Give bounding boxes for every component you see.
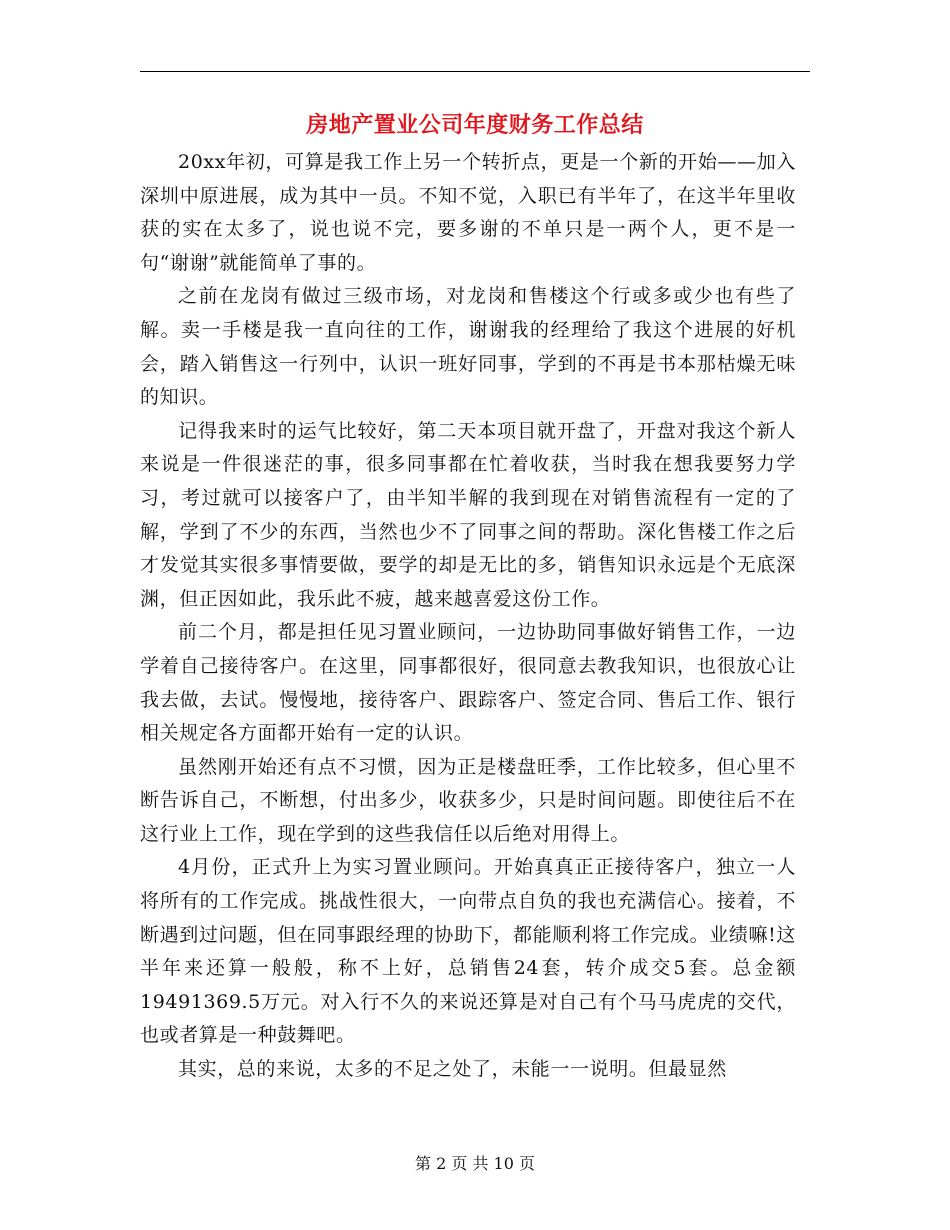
header-rule bbox=[140, 71, 810, 72]
paragraph-7: 其实，总的来说，太多的不足之处了，未能一一说明。但最显然 bbox=[178, 1058, 727, 1081]
document-title: 房地产置业公司年度财务工作总结 bbox=[306, 112, 644, 138]
paragraph-3: 记得我来时的运气比较好，第二天本项目就开盘了，开盘对我这个新人来说是一件很迷茫的事，很多同事都在忙着收获，当时我在想我要努力学习，考过就可以接客户了，由半知半解的我到现在对销售流程有一定的了解，学到了不少的东西，当然也少不了同事之间的帮助。深化售楼工作之后才发觉其实很多事情要做，要学的却是无比的多，销售知识永远是个无底深渊，但正因如此，我乐此不疲，越来越喜爱这份工作。 bbox=[140, 419, 796, 610]
paragraph-6: 4月份，正式升上为实习置业顾问。开始真真正正接待客户，独立一人将所有的工作完成。挑战性很大，一向带点自负的我也充满信心。接着，不断遇到过问题，但在同事跟经理的协助下，都能顺利将工作完成。业绩嘛!这半年来还算一般般，称不上好，总销售24套，转介成交5套。总金额19491369.5万元。对入行不久的来说还算是对自己有个马马虎虎的交代，也或者算是一种鼓舞吧。 bbox=[140, 856, 796, 1047]
paragraph-2: 之前在龙岗有做过三级市场，对龙岗和售楼这个行或多或少也有些了解。卖一手楼是我一直向往的工作，谢谢我的经理给了我这个进展的好机会，踏入销售这一行列中，认识一班好同事，学到的不再是书本那枯燥无味的知识。 bbox=[140, 285, 796, 409]
page-number-label: 第 2 页 共 10 页 bbox=[415, 1154, 535, 1173]
page-footer bbox=[140, 1152, 810, 1176]
paragraph-1: 20xx年初，可算是我工作上另一个转折点，更是一个新的开始——加入深圳中原进展，成为其中一员。不知不觉，入职已有半年了，在这半年里收获的实在太多了，说也说不完，要多谢的不单只是一两个人，更不是一句“谢谢”就能简单了事的。 bbox=[140, 151, 796, 274]
document-body bbox=[140, 146, 796, 1087]
paragraph-5: 虽然刚开始还有点不习惯，因为正是楼盘旺季，工作比较多，但心里不断告诉自己，不断想，付出多少，收获多少，只是时间问题。即使往后不在这行业上工作，现在学到的这些我信任以后绝对用得上。 bbox=[140, 755, 796, 845]
paragraph-4: 前二个月，都是担任见习置业顾问，一边协助同事做好销售工作，一边学着自己接待客户。在这里，同事都很好，很同意去教我知识，也很放心让我去做，去试。慢慢地，接待客户、跟踪客户、签定合同、售后工作、银行相关规定各方面都开始有一定的认识。 bbox=[140, 621, 796, 745]
